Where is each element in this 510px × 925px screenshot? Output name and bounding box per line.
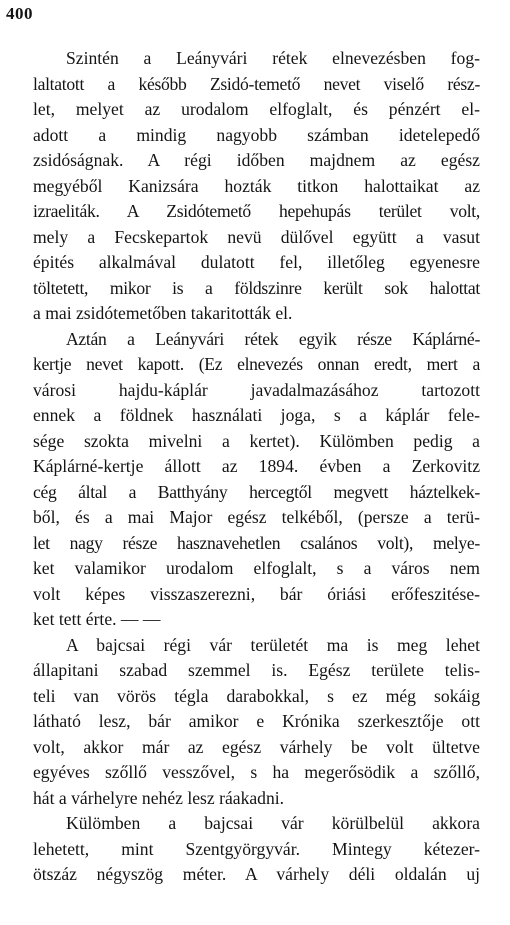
text-line: cég által a Batthyány hercegtől megvett háztelkek- — [33, 481, 480, 502]
text-line: egyéves szőllő vesszővel, s ha megerősödik a szőllő, — [33, 762, 480, 782]
text-line: ennek a földnek használati joga, s a káplár fele- — [33, 405, 480, 425]
paragraph-3 — [33, 633, 480, 812]
text-line: töltetett, mikor is a földszinre került sok halottat — [33, 277, 480, 298]
text-line: a mai zsidótemetőben takaritották el. — [33, 303, 293, 323]
paragraph-2 — [33, 327, 480, 633]
text-line: látható lesz, bár amikor e Krónika szerkesztője ott — [33, 711, 480, 731]
text-line: kertje nevet kapott. (Ez elnevezés onnan eredt, mert a — [33, 354, 480, 374]
text-line: let, melyet az urodalom elfoglalt, és pénzért el- — [33, 99, 480, 119]
text-line: ket tett érte. — — — [33, 609, 161, 629]
text-line: lehetett, mint Szentgyörgyvár. Mintegy kétezer- — [33, 838, 480, 859]
text-line: megyéből Kanizsára hozták titkon halottaikat az — [33, 175, 480, 196]
text-line: volt, akkor már az egész várhely be volt ültetve — [33, 736, 480, 757]
text-line: mely a Fecskepartok nevü dülővel együtt a vasut — [33, 226, 480, 247]
text-line: Aztán a Leányvári rétek egyik része Káplárné- — [66, 328, 480, 349]
text-line: Szintén a Leányvári rétek elnevezésben fog- — [66, 48, 480, 68]
text-line: épités alkalmával dulatott fel, illetőleg egyenesre — [33, 252, 480, 272]
text-line: Káplárné-kertje állott az 1894. évben a Zerkovitz — [33, 456, 480, 476]
text-line: állapitani szabad szemmel is. Egész területe telis- — [33, 660, 480, 680]
text-line: let nagy része hasznavehetlen csalános volt), melye- — [33, 532, 480, 553]
text-line: adott a mindig nagyobb számban idetelepedő — [33, 124, 480, 145]
text-line: zsidóságnak. A régi időben majdnem az egész — [33, 150, 480, 170]
text-line: Külömben a bajcsai vár körülbelül akkora — [66, 813, 480, 833]
paragraph-4 — [33, 811, 480, 888]
text-line: teli van vörös tégla darabokkal, s ez még sokáig — [33, 685, 480, 706]
text-line: hát a várhelyre nehéz lesz ráakadni. — [33, 787, 285, 808]
text-line: A bajcsai régi vár területét ma is meg lehet — [66, 634, 480, 655]
text-line: volt képes visszaszerezni, bár óriási erőfeszitése- — [33, 583, 480, 604]
text-line: sége szokta mivelni a kertet). Külömben pedig a — [33, 430, 480, 451]
text-line: ötszáz négyszög méter. A várhely déli oldalán uj — [33, 864, 480, 884]
page-number: 400 — [6, 4, 33, 23]
text-line: ket valamikor urodalom elfoglalt, s a város nem — [33, 558, 480, 578]
text-line: laltatott a később Zsidó-temető nevet viselő rész- — [33, 73, 480, 94]
text-line: ből, és a mai Major egész telkéből, (persze a terü- — [33, 507, 480, 527]
text-line: városi hajdu-káplár javadalmazásához tartozott — [33, 379, 480, 400]
paragraph-1 — [33, 46, 480, 327]
text-body — [33, 46, 480, 888]
text-line: izraeliták. A Zsidótemető hepehupás terület volt, — [33, 201, 480, 221]
